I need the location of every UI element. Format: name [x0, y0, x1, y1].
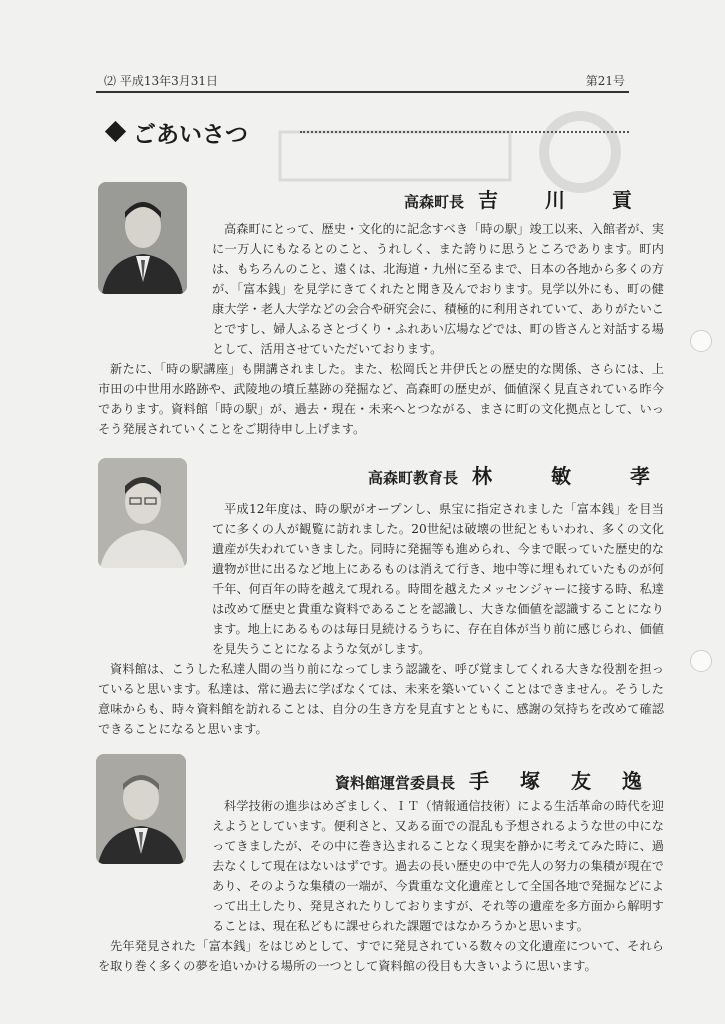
paragraph-text: 科学技術の進歩はめざましく、ＩＴ（情報通信技術）による生活革命の時代を迎えようとしています。便利さと、又ある面での混乱も予想されるような世の中になってきましたが、その中に巻き込まれることなく現実を静かに考えてみた時に、過去なくして現在はないはずです。過去の長い歴史の中で先人の努力の集積が現在であり、そのような集積の一端が、今貴重な文化遺産として全国各地で発掘などによって出土したり、発見されたりしておりますが、それ等の遺産を多方面から解明することは、現在私どもに課せられた課題ではなかろうかと思います。 — [212, 799, 664, 933]
header-divider — [96, 91, 629, 93]
paragraph-text: 平成12年度は、時の駅がオープンし、県宝に指定されました「富本銭」を目当てに多くの人が観覧に訪れました。20世紀は破壊の世紀ともいわれ、多くの文化遺産が失われていきました。同時に発掘等も進められ、今まで眠っていた歴史的な遺物が世に出るなど地上にあるものは消えて行き、地中等に埋もれていたものが何千年、何百年の時を越えて現れる。時間を越えたメッセンジャーに接する時、私達は改めて歴史と貴重な資料であることを認識し、大きな価値を認識することになります。地上にあるものは毎日見続けるうちに、存在自体が当り前に感じられ、価値を見失うことになるような気がします。 — [212, 502, 664, 656]
author-title: 資料館運営委員長 — [335, 774, 456, 792]
issue-date: ⑵ 平成13年3月31日 — [104, 74, 218, 88]
binder-hole — [690, 650, 712, 672]
diamond-bullet-icon — [105, 121, 126, 142]
section-title: ごあいさつ — [133, 122, 248, 148]
paragraph — [98, 219, 664, 359]
greeting-author-2 — [368, 460, 676, 489]
paragraph-text: 高森町にとって、歴史・文化的に記念すべき「時の駅」竣工以来、入館者が、実に一万人にもなるとのこと、うれしく、また誇りに思うところであります。町内は、もちろんのこと、遠くは、北海道・九州に至るまで、日本の各地から多くの方が、「富本銭」を見学にきてくれたと聞き及んでおります。見学以外にも、町の健康大学・老人大学などの会合や研究会に、積極的に利用されていて、ありがたいことですし、婦人ふるさとづくり・ふれあい広場などでは、町の皆さんと対話する場として、活用させていただいております。 — [212, 222, 664, 356]
author-title: 高森町教育長 — [368, 469, 459, 487]
binder-hole — [690, 330, 712, 352]
paragraph: 新たに、「時の駅講座」も開講されました。また、松岡氏と井伊氏との歴史的な関係、さらには、上市田の中世用水路跡や、武陵地の墳丘墓跡の発掘など、高森町の歴史が、価値深く見直されている昨今であります。資料館「時の駅」が、過去・現在・未来へとつながる、まさに町の文化拠点として、いっそう発展されていくことをご期待申し上げます。 — [98, 362, 664, 436]
heading-dotted-rule — [300, 131, 629, 133]
greeting-body-3 — [98, 796, 664, 976]
page-header — [96, 72, 629, 90]
author-name: 林 敏 孝 — [472, 464, 676, 488]
paragraph: 先年発見された「富本銭」をはじめとして、すでに発見されている数々の文化遺産について、それらを取り巻く多くの夢を追いかける場所の一つとして資料館の役目も大きいように思います。 — [98, 939, 664, 973]
greeting-body-2 — [98, 499, 664, 739]
issue-number: 第21号 — [585, 74, 625, 88]
greeting-body-1 — [98, 219, 664, 439]
greeting-author-3 — [335, 765, 654, 794]
author-name: 吉 川 貢 — [478, 188, 652, 212]
paragraph — [98, 796, 664, 936]
author-name: 手 塚 友 逸 — [469, 769, 654, 793]
section-heading — [108, 116, 248, 149]
paragraph — [98, 499, 664, 659]
greeting-author-1 — [404, 184, 652, 213]
paragraph: 資料館は、こうした私達人間の当り前になってしまう認識を、呼び覚ましてくれる大きな役割を担っていると思います。私達は、常に過去に学ばなくては、未来を築いていくことはできません。そうした意味からも、時々資料館を訪れることは、自分の生き方を見直すとともに、感謝の気持ちを改めて確認できることになると思います。 — [98, 662, 664, 736]
author-title: 高森町長 — [404, 193, 465, 211]
